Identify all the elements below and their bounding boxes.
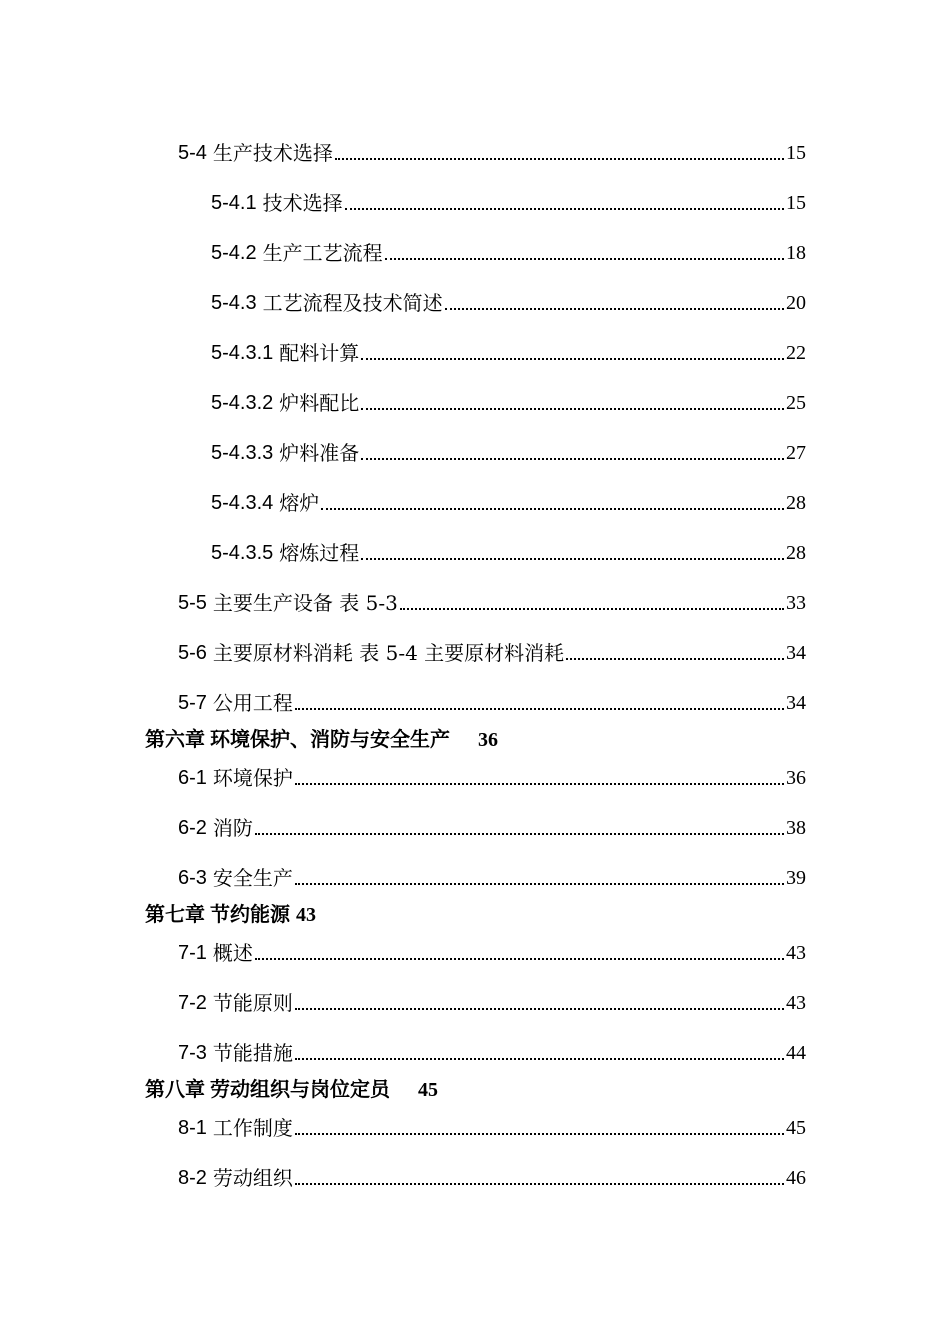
toc-entry[interactable]	[178, 810, 806, 840]
dot-leader	[385, 258, 784, 260]
section-number: 6-3	[178, 867, 207, 889]
toc-entry[interactable]	[178, 1110, 806, 1140]
dot-leader	[335, 158, 784, 160]
section-title: 概述	[212, 941, 253, 965]
toc-entry[interactable]	[178, 1035, 806, 1065]
dot-leader	[566, 658, 784, 660]
page-number: 43	[786, 992, 806, 1014]
toc-entry[interactable]	[211, 435, 806, 465]
toc-entry[interactable]	[178, 860, 806, 890]
section-number: 5-5	[178, 592, 207, 614]
page-number: 44	[786, 1042, 806, 1064]
toc-entry[interactable]	[178, 760, 806, 790]
section-number: 5-4.3.4	[211, 492, 274, 514]
dot-leader	[361, 358, 784, 360]
toc-entry[interactable]	[178, 985, 806, 1015]
section-number: 7-3	[178, 1042, 207, 1064]
toc-entry[interactable]	[211, 385, 806, 415]
section-title: 工作制度	[212, 1116, 293, 1140]
dot-leader	[295, 883, 784, 885]
dot-leader	[295, 1133, 784, 1135]
toc-entry[interactable]	[178, 135, 806, 165]
dot-leader	[295, 1008, 784, 1010]
toc-entry[interactable]	[211, 185, 806, 215]
section-title: 生产工艺流程	[262, 241, 383, 265]
section-title: 公用工程	[212, 691, 293, 715]
chapter-page-number: 36	[478, 729, 498, 751]
section-title: 节能原则	[212, 991, 293, 1015]
section-title: 熔炼过程	[279, 541, 360, 565]
section-number: 5-4.3	[211, 292, 257, 314]
dot-leader	[295, 708, 784, 710]
section-number: 7-2	[178, 992, 207, 1014]
section-title: 生产技术选择	[212, 141, 333, 165]
section-number: 5-4.3.2	[211, 392, 274, 414]
page-number: 15	[786, 142, 806, 164]
dot-leader	[400, 608, 784, 610]
section-number: 6-1	[178, 767, 207, 789]
toc-entry[interactable]	[178, 1160, 806, 1190]
section-title: 节能措施	[212, 1041, 293, 1065]
section-number: 5-4	[178, 142, 207, 164]
section-number: 5-4.2	[211, 242, 257, 264]
toc-entry[interactable]	[211, 335, 806, 365]
page-number: 20	[786, 292, 806, 314]
page-number: 27	[786, 442, 806, 464]
dot-leader	[361, 558, 784, 560]
page-number: 34	[786, 692, 806, 714]
chapter-title: 第六章 环境保护、消防与安全生产	[145, 729, 450, 751]
section-number: 5-7	[178, 692, 207, 714]
page-number: 39	[786, 867, 806, 889]
section-number: 7-1	[178, 942, 207, 964]
dot-leader	[295, 1058, 784, 1060]
section-title: 配料计算	[279, 341, 360, 365]
section-title: 主要生产设备 表 5-3	[212, 591, 398, 615]
page-number: 22	[786, 342, 806, 364]
section-number: 5-4.1	[211, 192, 257, 214]
page-number: 15	[786, 192, 806, 214]
page-number: 28	[786, 492, 806, 514]
chapter-title: 第八章 劳动组织与岗位定员	[145, 1079, 390, 1101]
toc-entry[interactable]	[178, 635, 806, 665]
chapter-title: 第七章 节约能源	[145, 904, 290, 926]
toc-chapter-heading[interactable]	[145, 897, 316, 927]
page-number: 45	[786, 1117, 806, 1139]
dot-leader	[295, 783, 784, 785]
dot-leader	[345, 208, 784, 210]
section-number: 5-4.3.1	[211, 342, 274, 364]
chapter-page-number: 45	[418, 1079, 438, 1101]
section-title: 炉料准备	[279, 441, 360, 465]
page-number: 43	[786, 942, 806, 964]
page-number: 36	[786, 767, 806, 789]
section-number: 8-2	[178, 1167, 207, 1189]
page-number: 38	[786, 817, 806, 839]
section-title: 主要原材料消耗 表 5-4 主要原材料消耗	[212, 641, 565, 665]
section-title: 技术选择	[262, 191, 343, 215]
dot-leader	[445, 308, 784, 310]
toc-entry[interactable]	[211, 285, 806, 315]
dot-leader	[295, 1183, 784, 1185]
page-number: 34	[786, 642, 806, 664]
section-title: 熔炉	[279, 491, 320, 515]
section-number: 5-4.3.3	[211, 442, 274, 464]
page-number: 33	[786, 592, 806, 614]
toc-entry[interactable]	[211, 485, 806, 515]
toc-entry[interactable]	[178, 935, 806, 965]
section-title: 环境保护	[212, 766, 293, 790]
dot-leader	[361, 458, 784, 460]
section-number: 5-6	[178, 642, 207, 664]
page-number: 46	[786, 1167, 806, 1189]
dot-leader	[321, 508, 784, 510]
toc-chapter-heading[interactable]	[145, 722, 498, 752]
page-number: 25	[786, 392, 806, 414]
toc-chapter-heading[interactable]	[145, 1072, 438, 1102]
toc-entry[interactable]	[178, 585, 806, 615]
chapter-page-number: 43	[296, 904, 316, 926]
section-title: 消防	[212, 816, 253, 840]
dot-leader	[255, 958, 784, 960]
page-number: 18	[786, 242, 806, 264]
section-number: 5-4.3.5	[211, 542, 274, 564]
dot-leader	[361, 408, 784, 410]
section-title: 炉料配比	[279, 391, 360, 415]
toc-entry[interactable]	[211, 235, 806, 265]
section-title: 劳动组织	[212, 1166, 293, 1190]
toc-entry[interactable]	[178, 685, 806, 715]
page-number: 28	[786, 542, 806, 564]
toc-entry[interactable]	[211, 535, 806, 565]
dot-leader	[255, 833, 784, 835]
section-title: 安全生产	[212, 866, 293, 890]
section-title: 工艺流程及技术简述	[262, 291, 443, 315]
section-number: 8-1	[178, 1117, 207, 1139]
section-number: 6-2	[178, 817, 207, 839]
